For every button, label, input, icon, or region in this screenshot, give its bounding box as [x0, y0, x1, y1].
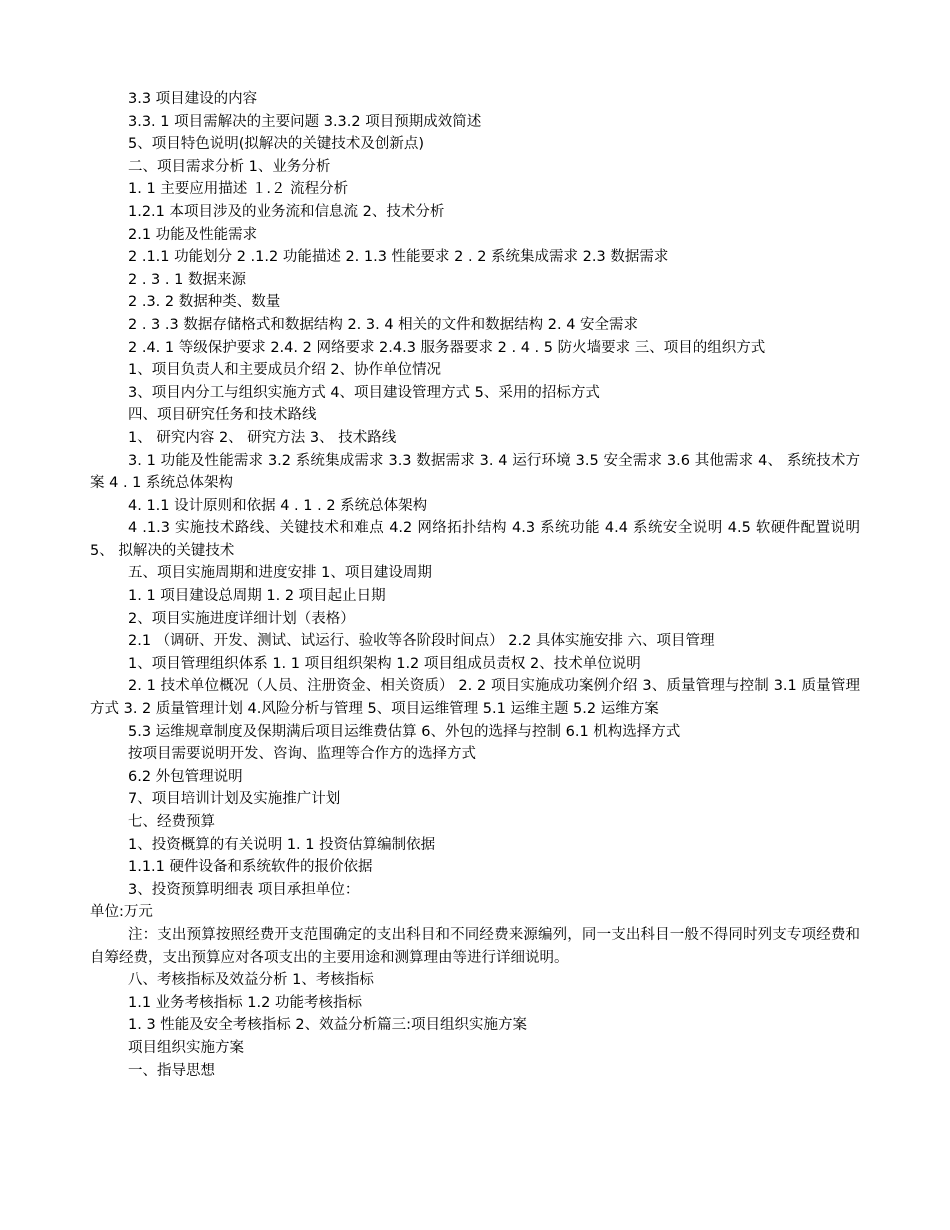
paragraph: 2 . 3 .3 数据存储格式和数据结构 2. 3. 4 相关的文件和数据结构 2. 4 安全需求	[128, 316, 639, 333]
paragraph: 2 . 3 . 1 数据来源	[128, 271, 246, 288]
document-title: 项目组织实施方案	[128, 1039, 244, 1056]
unit-label: 单位:万元	[90, 904, 153, 921]
paragraph: 4. 1.1 设计原则和依据 4 . 1 . 2 系统总体架构	[128, 497, 428, 514]
section-heading: 五、项目实施周期和进度安排 1、项目建设周期	[128, 565, 432, 582]
paragraph: 3.3. 1 项目需解决的主要问题 3.3.2 项目预期成效简述	[128, 113, 482, 130]
paragraph: 6.2 外包管理说明	[128, 768, 243, 785]
paragraph: 2.1 功能及性能需求	[128, 226, 258, 243]
paragraph: 1.2.1 本项目涉及的业务流和信息流 2、技术分析	[128, 203, 445, 220]
paragraph: 2 .3. 2 数据种类、数量	[128, 294, 281, 311]
paragraph: 4 .1.3 实施技术路线、关键技术和难点 4.2 网络拓扑结构 4.3 系统功能 4.4 系统安全说明 4.5 软硬件配置说明 5、 拟解决的关键技术	[90, 520, 860, 559]
section-heading: 四、项目研究任务和技术路线	[128, 407, 317, 424]
paragraph: 2、项目实施进度详细计划（表格）	[128, 610, 355, 627]
paragraph: 5、项目特色说明(拟解决的关键技术及创新点)	[128, 136, 425, 153]
paragraph: 3、投资预算明细表 项目承担单位：	[128, 881, 360, 898]
section-heading: 八、考核指标及效益分析 1、考核指标	[128, 972, 374, 989]
paragraph: 1、投资概算的有关说明 1. 1 投资估算编制依据	[128, 836, 436, 853]
paragraph: 按项目需要说明开发、咨询、监理等合作方的选择方式	[128, 746, 476, 763]
paragraph: 2. 1 技术单位概况（人员、注册资金、相关资质） 2. 2 项目实施成功案例介绍 3、质量管理与控制 3.1 质量管理方式 3. 2 质量管理计划 4.风险分析与管理 5、项目运维管理 5.1 运维主题 5.2 运维方案	[90, 678, 860, 718]
paragraph: 1、项目负责人和主要成员介绍 2、协作单位情况	[128, 362, 442, 379]
paragraph: 3、项目内分工与组织实施方式 4、项目建设管理方式 5、采用的招标方式	[128, 384, 600, 401]
paragraph: 1.1 业务考核指标 1.2 功能考核指标	[128, 994, 362, 1011]
section-heading: 二、项目需求分析 1、业务分析	[128, 158, 331, 175]
paragraph: 1. 1 项目建设总周期 1. 2 项目起止日期	[128, 588, 386, 605]
document-body	[90, 88, 860, 1082]
section-heading: 3.3 项目建设的内容	[128, 91, 258, 107]
paragraph: 2 .4. 1 等级保护要求 2.4. 2 网络要求 2.4.3 服务器要求 2 . 4 . 5 防火墙要求 三、项目的组织方式	[128, 339, 766, 356]
paragraph: 1. 3 性能及安全考核指标 2、效益分析篇三:项目组织实施方案	[128, 1017, 527, 1034]
paragraph: 1、 研究内容 2、 研究方法 3、 技术路线	[128, 429, 397, 446]
paragraph: 1. 1 主要应用描述 １.２ 流程分析	[128, 181, 349, 198]
paragraph: 3. 1 功能及性能需求 3.2 系统集成需求 3.3 数据需求 3. 4 运行环境 3.5 安全需求 3.6 其他需求 4、 系统技术方案 4 . 1 系统总体架构	[90, 452, 860, 492]
paragraph: 5.3 运维规章制度及保期满后项目运维费估算 6、外包的选择与控制 6.1 机构选择方式	[128, 723, 681, 740]
paragraph: 2.1 （调研、开发、测试、试运行、验收等各阶段时间点） 2.2 具体实施安排 六、项目管理	[128, 633, 715, 650]
paragraph: 2 .1.1 功能划分 2 .1.2 功能描述 2. 1.3 性能要求 2 . 2 系统集成需求 2.3 数据需求	[128, 249, 669, 266]
paragraph: 7、项目培训计划及实施推广计划	[128, 791, 341, 808]
note-paragraph: 注：支出预算按照经费开支范围确定的支出科目和不同经费来源编列，同一支出科目一般不得同时列支专项经费和自筹经费，支出预算应对各项支出的主要用途和测算理由等进行详细说明。	[90, 926, 860, 966]
paragraph: 1、项目管理组织体系 1. 1 项目组织架构 1.2 项目组成员责权 2、技术单位说明	[128, 655, 641, 672]
section-heading: 七、经费预算	[128, 814, 215, 830]
paragraph: 1.1.1 硬件设备和系统软件的报价依据	[128, 859, 373, 876]
section-heading: 一、指导思想	[128, 1062, 215, 1079]
